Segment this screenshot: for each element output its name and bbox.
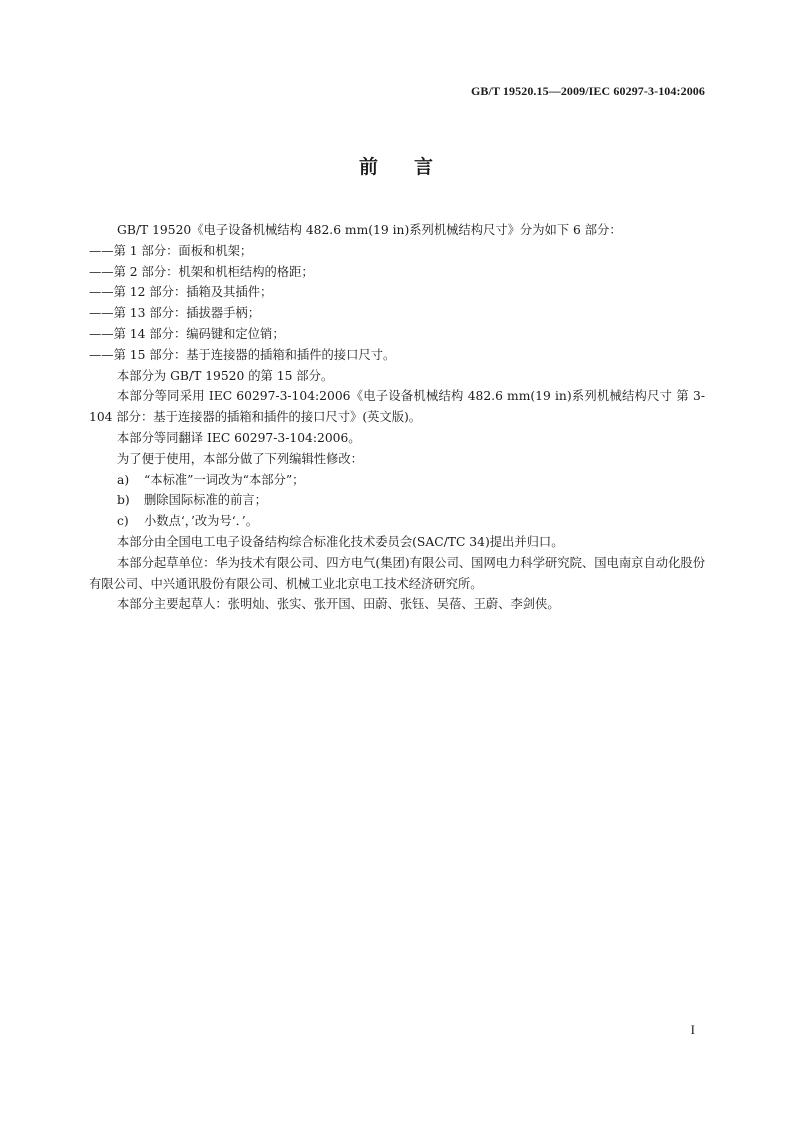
edit-label: b) xyxy=(117,493,130,508)
title-char-2: 言 xyxy=(414,156,436,178)
part-list-item: ——第 2 部分：机架和机柜结构的格距； xyxy=(89,264,314,279)
standard-code-header: GB/T 19520.15—2009/IEC 60297-3-104:2006 xyxy=(470,84,705,98)
edit-label: c) xyxy=(117,514,129,529)
proposed-paragraph: 本部分由全国电工电子设备结构综合标准化技术委员会(SAC/TC 34)提出并归口。 xyxy=(117,534,564,549)
edit-list-item xyxy=(89,470,705,491)
foreword-body xyxy=(89,220,705,615)
page-title xyxy=(0,152,794,179)
part-list-item: ——第 15 部分：基于连接器的插箱和插件的接口尺寸。 xyxy=(89,347,396,362)
drafting-units-paragraph: 本部分起草单位：华为技术有限公司、四方电气(集团)有限公司、国网电力科学研究院、国电南京自动化股份有限公司、中兴通讯股份有限公司、机械工业北京电工技术经济研究所。 xyxy=(89,555,705,591)
part-of-paragraph: 本部分为 GB/T 19520 的第 15 部分。 xyxy=(117,368,334,383)
page-number: I xyxy=(690,1022,695,1037)
edit-list-item xyxy=(89,511,705,532)
part-list-item: ——第 1 部分：面板和机架； xyxy=(89,243,253,258)
edit-label: a) xyxy=(117,472,130,487)
part-list-item: ——第 13 部分：插拔器手柄； xyxy=(89,306,261,321)
translation-paragraph: 本部分等同翻译 IEC 60297-3-104:2006。 xyxy=(117,430,361,445)
edit-intro-paragraph: 为了便于使用，本部分做了下列编辑性修改： xyxy=(117,451,363,466)
part-list-item: ——第 12 部分：插箱及其插件； xyxy=(89,285,273,300)
equivalence-paragraph: 本部分等同采用 IEC 60297-3-104:2006《电子设备机械结构 482.6 mm(19 in)系列机械结构尺寸 第 3-104 部分：基于连接器的插箱和插件的接口尺寸》(英文版)。 xyxy=(89,389,705,425)
edit-list-item xyxy=(89,490,705,511)
intro-paragraph: GB/T 19520《电子设备机械结构 482.6 mm(19 in)系列机械结构尺寸》分为如下 6 部分： xyxy=(117,223,622,237)
edit-text: “本标准”一词改为“本部分”； xyxy=(144,472,305,487)
edit-text: 小数点‘，’改为号‘．’。 xyxy=(144,514,259,529)
title-char-1: 前 xyxy=(358,156,380,178)
edit-text: 删除国际标准的前言； xyxy=(144,493,267,508)
drafters-paragraph: 本部分主要起草人：张明灿、张实、张开国、田蔚、张钰、吴蓓、王蔚、李剑侠。 xyxy=(117,597,560,612)
part-list-item: ——第 14 部分：编码键和定位销； xyxy=(89,326,285,341)
